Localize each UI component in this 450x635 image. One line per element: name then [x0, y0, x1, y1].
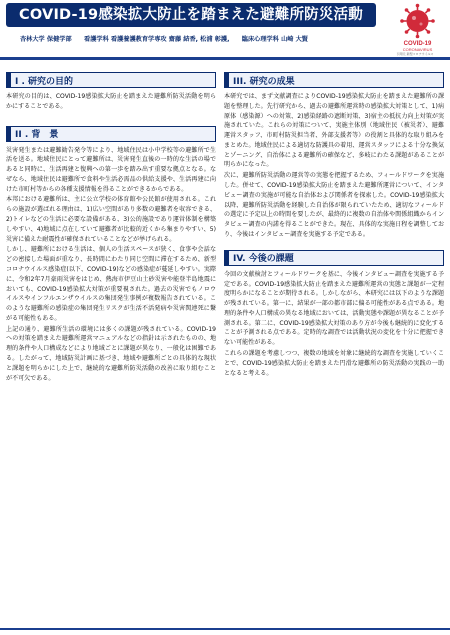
- paragraph: 本研究の目的は、COVID-19感染拡大防止を踏まえた避難所防災活動を明らかにすることである。: [6, 93, 216, 110]
- paragraph: 今回の文献検討とフィールドワークを基に、今後インタビュー調査を実施する予定である。COVID-19感染拡大防止を踏まえた避難所運営の実態と課題が一定程度明らかになることが期待される。しかしながら、本研究には以下のような課題が残されている。第一に、結果が一部の都市部に偏る可能性がある点である。地理的条件や人口構成の異なる地域においては、活動実態や課題が異なることが予測される。第二に、COVID-19感染拡大対策のあり方が今後も継続的に変化することが予測される点である。定時的な調査では活動状況の変化を十分に把握できない可能性がある。: [224, 270, 444, 347]
- coronavirus-logo-icon: [390, 3, 445, 53]
- section-heading-text: III. 研究の成果: [233, 76, 295, 87]
- logo-caption: 引用元 新型コロナウイルス: [396, 52, 434, 56]
- footer-divider: [0, 628, 450, 630]
- section-heading-text: IV. 今後の課題: [233, 254, 294, 265]
- section-results: [224, 72, 444, 240]
- paragraph: 災害発生または避難勧告発令等により、地域住民は小中学校等の避難所で生活を送る。地域住民にとって避難所は、災害発生直後の一時的な生活の場であると同時に、生活再建と復興への第一歩を踏み出す重要な拠点となる。なぜなら、地域住民は避難所で食料や生活必需品の供給支援や、生活再建に向けた市町村等からの各種支援情報を得ることができるからである。: [6, 146, 216, 193]
- section-heading-text: II . 背 景: [15, 130, 59, 141]
- section-heading-text: I . 研究の目的: [15, 76, 74, 87]
- paragraph: 本邦における避難所は、主に公立学校の体育館や公民館が使用される。これらの施設が選ばれる理由は、1)広い空間があり多数の避難者を収容できる、2)トイレなどの生活に必要な設備がある、3)公的施設であり運営体制を構築しやすい、4)地域に点在していて避難者が比較的近くから集まりやすい、5)災害に備えた耐震性が確保されていることなどが挙げられる。: [6, 196, 216, 243]
- header-divider: [0, 57, 450, 60]
- paragraph: しかし、避難所における生活は、個人の生活スペースが狭く、食事や会話などの密接した場面が重なり、長時間にわたり同じ空間に滞在するため、新型コロナウイルス感染症(以下、COVID-19)などの感染症が蔓延しやすい。実際に、令和2年7月豪雨災害をはじめ、熱海市伊豆山土砂災害や能登半島地震においても、COVID-19感染拡大対策が重要視された。過去の災害でもノロウイルスやインフルエンザウイルスの集団発生事例が複数報告されている。このような避難所の感染症の集団発生リスクが生活不活発病や災害関連死に繋がる可能性もある。: [6, 246, 216, 322]
- paragraph: 次に、避難所防災活動の運営等の実態を把握するため、フィールドワークを実施した。併せて、COVID-19感染拡大防止を踏まえた避難所運営について、インタビュー調査の実施が可能な自治体および関係者を探索した。COVID-19感染拡大以降、避難所防災活動を経験した自治体が限られていたため、適切なフィールドの選定に予定以上の時間を要したが、最終的に複数の自治体や関係組織からインタビュー調査の内諾を得ることができた。現在、具体的な実施日程を調整しており、今後はインタビュー調査を実施する予定である。: [224, 172, 444, 238]
- poster-header: [0, 0, 450, 57]
- section-purpose: [6, 72, 216, 112]
- right-column: [224, 72, 444, 379]
- logo-text-top: COVID-19: [403, 41, 432, 47]
- section-heading: [6, 126, 216, 142]
- poster-title: COVID-19感染拡大防止を踏まえた避難所防災活動: [6, 3, 376, 27]
- left-column: [6, 72, 216, 384]
- paragraph: これらの課題を考慮しつつ、複数の地域を対象に継続的な調査を実施していくことで、COVID-19感染拡大防止を踏まえた円滑な避難所の防災活動の実践の一助となると考える。: [224, 349, 444, 377]
- paragraph: 上記の通り、避難所生活の環境には多くの課題が残されている。COVID-19への対策を踏まえた避難所運営マニュアルなどの指針は示されたものの、地理的条件や人口構成などにより地域ごとに課題が異なり、一般化は困難である。したがって、地域防災計画に基づき、地域や避難所ごとの具体的な現状と課題を明らかにした上で、継続的な避難所防災活動の改善に取り組むことが不可欠である。: [6, 325, 216, 382]
- section-body: [224, 270, 444, 379]
- author-line: 杏林大学 保健学部 看護学科 看護養護教育学専攻 齋藤 結香, 松浦 彰護, 臨床心理学科 山崎 大賢: [20, 36, 308, 43]
- section-body: [6, 92, 216, 112]
- section-heading: [224, 72, 444, 88]
- section-heading: [224, 250, 444, 266]
- paragraph: 本研究では、まず文献調査によりCOVID-19感染拡大防止を踏まえた避難所の課題を整理した。先行研究から、過去の避難所運営時の感染拡大対策として、1)病原体（感染源）への対策、2)感染経路の遮断対策、3)宿主の抵抗力向上対策が実施されていた。これらの対策について、実施主体別（地域住民（被災者）、避難運営スタッフ、市町村防災担当者、外部支援者等）の役割と具体的な取り組みをまとめた。地域住民による適切な防護具の着用、運営スタッフによる十分な換気とゾーニング、自治体による避難所の確保など、多岐にわたる課題があることが明らかになった。: [224, 93, 444, 169]
- section-body: [224, 92, 444, 240]
- section-background: [6, 126, 216, 384]
- section-plans: [224, 250, 444, 379]
- section-heading: [6, 72, 216, 88]
- section-body: [6, 146, 216, 384]
- logo-text-bottom: CORONAVIRUS: [402, 47, 433, 52]
